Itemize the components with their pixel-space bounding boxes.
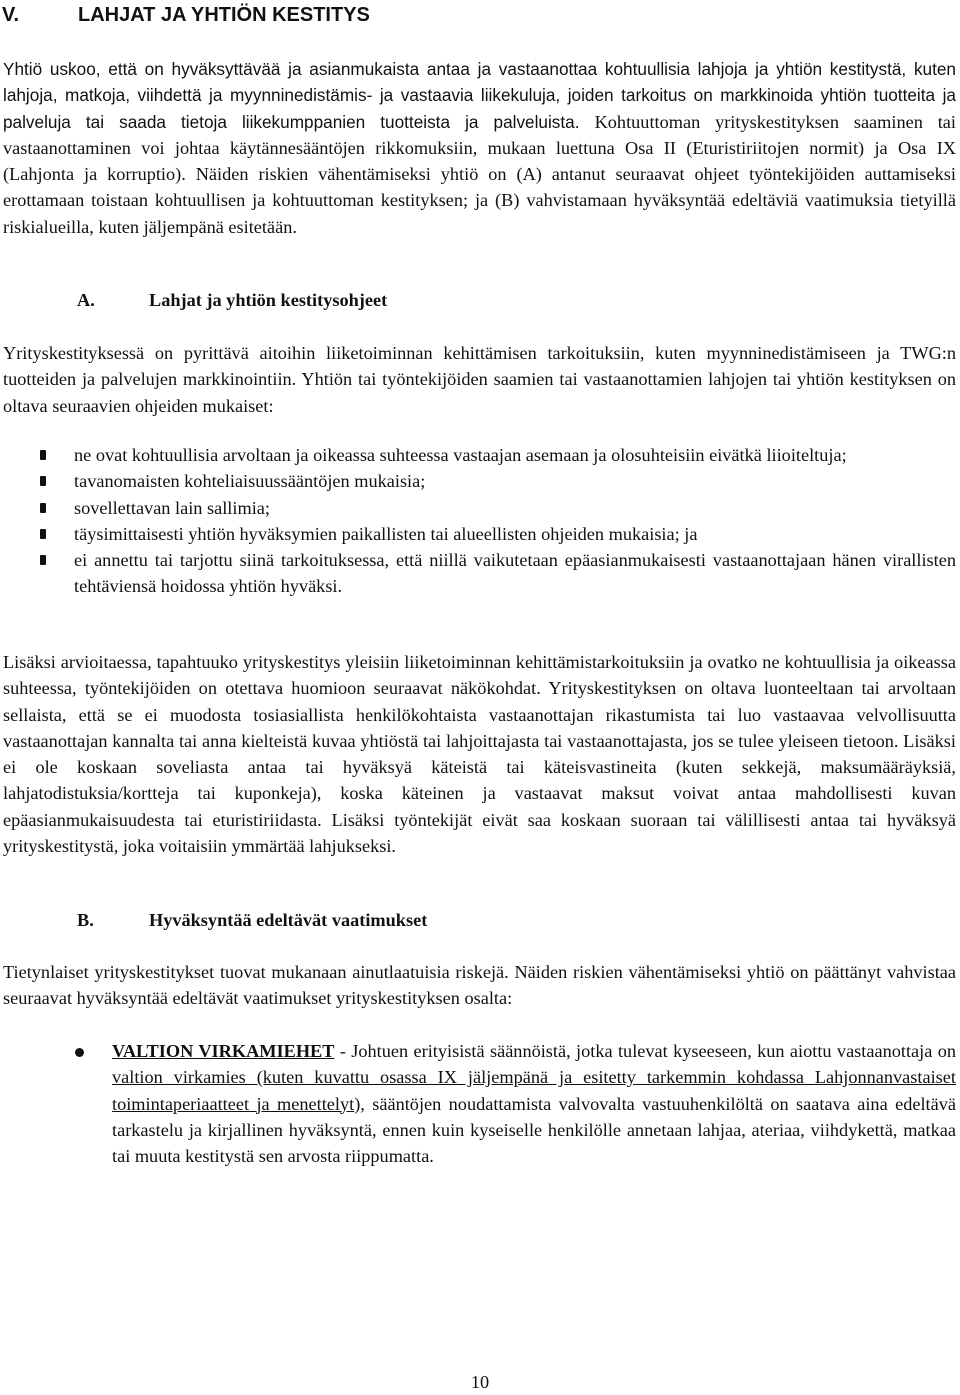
guideline-list [0,442,960,600]
list-item [0,547,956,600]
intro-sans-text: Yhtiö uskoo, että on hyväksyttävää ja asianmukaista antaa ja vastaanottaa kohtuullisia lahjoja ja yhtiön kestitystä, kuten lahjoja, matkoja, viihdettä ja myynninedistämis- ja vastaavia liikekuluja, joiden tarkoitus on markkinoida yhtiön tuotteita ja palveluja tai saada tietoja liikekumppanien tuotteista ja palveluista. [3,59,956,132]
square-bullet-icon [40,555,46,565]
subsection-b-title: Hyväksyntää edeltävät vaatimukset [149,910,428,930]
list-item [0,1038,956,1169]
square-bullet-icon [40,503,46,513]
list-item [0,521,956,547]
list-item-text: ne ovat kohtuullisia arvoltaan ja oikeassa suhteessa vastaajan asemaan ja olosuhteisiin eivätkä liioiteltuja; [74,445,847,465]
list-item-text: tavanomaisten kohteliaisuussääntöjen mukaisia; [74,471,426,492]
round-bullet-icon [75,1048,84,1057]
subsection-a-paragraph: Yrityskestityksessä on pyrittävä aitoihin liiketoiminnan kehittämisen tarkoituksiin, kuten myynninedistämiseen ja TWG:n tuotteiden ja palvelujen markkinointiin. Yhtiön tai työntekijöiden saamien tai vastaanottamien lahjojen tai yhtiön kestityksen on oltava seuraavien ohjeiden mukaiset: [3,343,956,416]
square-bullet-icon [40,476,46,486]
list-item [0,468,956,494]
item-label: VALTION VIRKAMIEHET [112,1041,335,1061]
list-item-text: ei annettu tai tarjottu siinä tarkoituksessa, että niillä vaikutetaan epäasianmukaisesti vastaanottajaan hänen virallisten tehtäviensä hoidossa yhtiön hyväksi. [74,550,956,597]
requirement-list [0,1038,960,1169]
section-number: V. [2,4,20,26]
list-item-text: täysimittaisesti yhtiön hyväksymien paikallisten tai alueellisten ohjeiden mukaisia; ja [74,523,698,544]
item-text-1: - Johtuen erityisistä säännöistä, jotka tulevat kyseeseen, kun aiottu vastaanottaja on [334,1041,957,1061]
intro-paragraph [3,56,956,240]
subsection-a-title: Lahjat ja yhtiön kestitysohjeet [149,290,388,310]
list-item [0,442,956,468]
subsection-a-letter: A. [77,290,95,310]
section-heading [2,2,370,28]
list-item-text: sovellettavan lain sallimia; [74,497,270,518]
list-item [0,495,956,521]
policy-reference: valtion virkamies (kuten kuvattu osassa IX jäljempänä ja esitetty tarkemmin kohdassa Lahjonnanvastaiset toimintaperiaatteet ja menettelyt [112,1067,956,1114]
subsection-b-letter: B. [77,910,94,930]
subsection-a-paragraph-2: Lisäksi arvioitaessa, tapahtuuko yrityskestitys yleisiin liiketoiminnan kehittämistarkoituksiin ja ovatko ne kohtuullisia ja oikeassa suhteessa, työntekijöiden on otettava huomioon seuraavat näkökohdat. Yrityskestityksen on oltava luonteeltaan tai arvoltaan sellaista, että se ei muodosta tosiasiallista henkilökohtaista vastaanottajan rikastumista tai luo vastaavaa velvollisuutta vastaanottajan kannalta tai anna kielteistä kuvaa yhtiöstä tai lahjoittajasta tai vastaanottajasta, jos se tulee yleiseen tietoon. Lisäksi ei ole koskaan soveliasta antaa tai hyväksyä käteistä tai käteisvastineita (kuten sekkejä, maksumääräyksiä, lahjatodistuksia/kortteja tai kuponkeja), koska käteinen ja vastaavat maksut voivat antaa mahdollisesti kuvan epäasianmukaisuudesta tai eturistiriidasta. Lisäksi työntekijät eivät saa koskaan suoraan tai välillisesti antaa tai hyväksyä yrityskestitystä, joka voitaisiin ymmärtää lahjukseksi. [3,652,956,857]
subsection-b-paragraph: Tietynlaiset yrityskestitykset tuovat mukanaan ainutlaatuisia riskejä. Näiden riskien vähentämiseksi yhtiö on päättänyt vahvistaa seuraavat hyväksyntää edeltävät vaatimukset yrityskestityksen osalta: [3,962,956,1009]
intro-serif-text: Kohtuuttoman yrityskestityksen saaminen tai vastaanottaminen voi johtaa käytännesääntöjen rikkomuksiin, mukaan luettuna Osa II (Eturistiriitojen normit) ja Osa IX (Lahjonta ja korruptio). Näiden riskien vähentämiseksi yhtiö on (A) antanut seuraavat ohjeet työntekijöiden auttamiseksi erottamaan toistaan kohtuullisen ja kohtuuttoman kestityksen; ja (B) vahvistamaan hyväksyntää edeltäviä vaatimuksia tietyillä riskialueilla, kuten jäljempänä esitetään. [3,111,956,237]
square-bullet-icon [40,450,46,460]
section-title: LAHJAT JA YHTIÖN KESTITYS [78,4,370,26]
item-text-2: ), sääntöjen noudattamista valvovalta vastuuhenkilöltä on saatava aina edeltävä tarkastelu ja kirjallinen hyväksyntä, ennen kuin kyseiselle henkilölle annetaan lahjaa, ateriaa, viihdykettä, matkaa tai muuta kestitystä sen arvosta riippumatta. [112,1093,956,1167]
page-number: 10 [470,1372,490,1392]
square-bullet-icon [40,529,46,539]
